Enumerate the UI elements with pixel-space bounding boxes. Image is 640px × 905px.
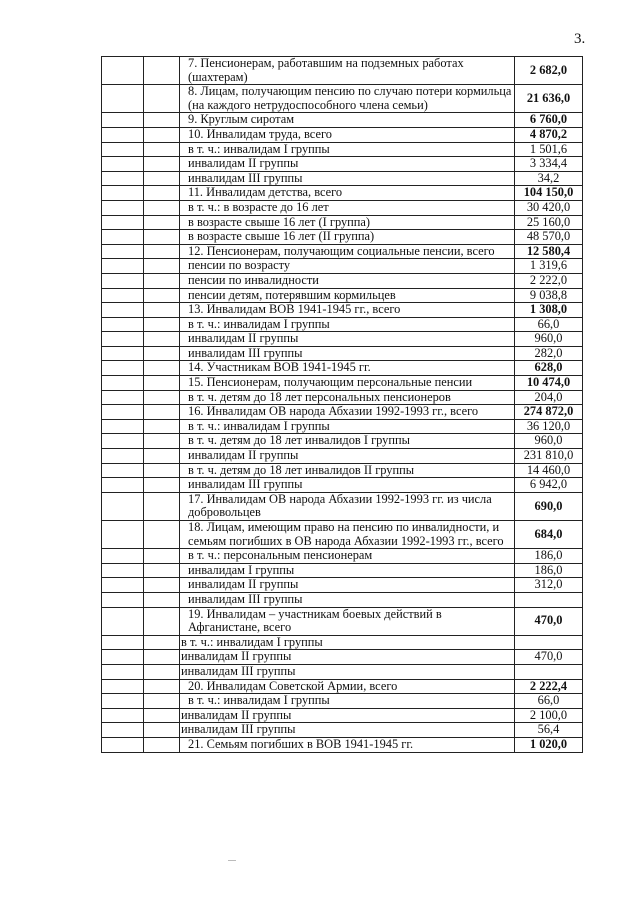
table-row xyxy=(102,273,583,288)
empty-cell xyxy=(102,679,144,694)
row-amount: 48 570,0 xyxy=(515,230,583,245)
empty-cell xyxy=(102,419,144,434)
row-amount: 186,0 xyxy=(515,549,583,564)
table-row xyxy=(102,650,583,665)
row-amount: 30 420,0 xyxy=(515,200,583,215)
row-amount: 684,0 xyxy=(515,521,583,549)
row-amount: 25 160,0 xyxy=(515,215,583,230)
row-amount: 66,0 xyxy=(515,694,583,709)
table-row xyxy=(102,664,583,679)
row-description: 18. Лицам, имеющим право на пенсию по инвалидности, и семьям погибших в ОВ народа Абхазии 1992-1993 гг., всего xyxy=(180,521,515,549)
row-amount xyxy=(515,635,583,650)
row-description: пенсии по инвалидности xyxy=(180,273,515,288)
row-amount: 186,0 xyxy=(515,563,583,578)
table-row xyxy=(102,332,583,347)
table-row xyxy=(102,521,583,549)
empty-cell xyxy=(102,230,144,245)
row-description: в т. ч. детям до 18 лет инвалидов I группы xyxy=(180,434,515,449)
table-row xyxy=(102,549,583,564)
table-row xyxy=(102,708,583,723)
table-row xyxy=(102,186,583,201)
empty-cell xyxy=(144,449,180,464)
row-description: 21. Семьям погибших в ВОВ 1941-1945 гг. xyxy=(180,737,515,752)
row-description: пенсии детям, потерявшим кормильцев xyxy=(180,288,515,303)
row-description: в т. ч. детям до 18 лет инвалидов II группы xyxy=(180,463,515,478)
row-description: 15. Пенсионерам, получающим персональные пенсии xyxy=(180,376,515,391)
table-row xyxy=(102,142,583,157)
empty-cell xyxy=(102,592,144,607)
empty-cell xyxy=(102,449,144,464)
empty-cell xyxy=(144,317,180,332)
empty-cell xyxy=(144,230,180,245)
empty-cell xyxy=(144,492,180,520)
row-description: инвалидам III группы xyxy=(180,664,515,679)
table-row xyxy=(102,737,583,752)
empty-cell xyxy=(102,259,144,274)
table-row xyxy=(102,200,583,215)
empty-cell xyxy=(102,317,144,332)
empty-cell xyxy=(102,215,144,230)
row-description: пенсии по возрасту xyxy=(180,259,515,274)
empty-cell xyxy=(144,171,180,186)
empty-cell xyxy=(144,708,180,723)
empty-cell xyxy=(102,607,144,635)
empty-cell xyxy=(144,478,180,493)
row-amount: 960,0 xyxy=(515,434,583,449)
table-row xyxy=(102,259,583,274)
row-amount: 2 222,0 xyxy=(515,273,583,288)
row-description: 12. Пенсионерам, получающим социальные пенсии, всего xyxy=(180,244,515,259)
table-row xyxy=(102,578,583,593)
empty-cell xyxy=(144,288,180,303)
table-row xyxy=(102,346,583,361)
table-row xyxy=(102,376,583,391)
row-description: в возрасте свыше 16 лет (I группа) xyxy=(180,215,515,230)
row-description: в т. ч.: инвалидам I группы xyxy=(180,635,515,650)
row-amount: 1 319,6 xyxy=(515,259,583,274)
empty-cell xyxy=(144,419,180,434)
empty-cell xyxy=(144,578,180,593)
row-amount xyxy=(515,664,583,679)
empty-cell xyxy=(144,259,180,274)
empty-cell xyxy=(102,288,144,303)
row-description: инвалидам II группы xyxy=(180,650,515,665)
empty-cell xyxy=(102,200,144,215)
table-row xyxy=(102,679,583,694)
row-description: 16. Инвалидам ОВ народа Абхазии 1992-1993 гг., всего xyxy=(180,405,515,420)
table-row xyxy=(102,317,583,332)
row-amount: 2 100,0 xyxy=(515,708,583,723)
empty-cell xyxy=(102,171,144,186)
empty-cell xyxy=(144,390,180,405)
empty-cell xyxy=(144,303,180,318)
empty-cell xyxy=(102,708,144,723)
row-description: инвалидам III группы xyxy=(180,592,515,607)
table-row xyxy=(102,607,583,635)
empty-cell xyxy=(102,244,144,259)
table-row xyxy=(102,85,583,113)
row-amount: 3 334,4 xyxy=(515,157,583,172)
empty-cell xyxy=(102,563,144,578)
empty-cell xyxy=(102,142,144,157)
empty-cell xyxy=(102,463,144,478)
table-row xyxy=(102,390,583,405)
empty-cell xyxy=(144,694,180,709)
row-description: в т. ч.: инвалидам I группы xyxy=(180,317,515,332)
empty-cell xyxy=(102,405,144,420)
row-description: 14. Участникам ВОВ 1941-1945 гг. xyxy=(180,361,515,376)
empty-cell xyxy=(144,244,180,259)
row-description: инвалидам III группы xyxy=(180,478,515,493)
empty-cell xyxy=(144,346,180,361)
empty-cell xyxy=(144,405,180,420)
empty-cell xyxy=(102,650,144,665)
row-amount: 14 460,0 xyxy=(515,463,583,478)
table-row xyxy=(102,405,583,420)
row-description: 13. Инвалидам ВОВ 1941-1945 гг., всего xyxy=(180,303,515,318)
empty-cell xyxy=(102,737,144,752)
table-row xyxy=(102,419,583,434)
empty-cell xyxy=(102,694,144,709)
row-amount: 6 760,0 xyxy=(515,113,583,128)
empty-cell xyxy=(144,376,180,391)
row-amount: 628,0 xyxy=(515,361,583,376)
table-row xyxy=(102,244,583,259)
empty-cell xyxy=(144,186,180,201)
empty-cell xyxy=(102,434,144,449)
row-amount: 204,0 xyxy=(515,390,583,405)
row-description: 11. Инвалидам детства, всего xyxy=(180,186,515,201)
empty-cell xyxy=(144,332,180,347)
row-description: инвалидам II группы xyxy=(180,157,515,172)
empty-cell xyxy=(144,563,180,578)
empty-cell xyxy=(144,723,180,738)
table-row xyxy=(102,478,583,493)
empty-cell xyxy=(102,113,144,128)
row-amount: 231 810,0 xyxy=(515,449,583,464)
empty-cell xyxy=(102,303,144,318)
row-description: в т. ч.: инвалидам I группы xyxy=(180,694,515,709)
empty-cell xyxy=(144,157,180,172)
empty-cell xyxy=(144,737,180,752)
page-number: 3. xyxy=(574,31,586,47)
empty-cell xyxy=(144,607,180,635)
row-description: инвалидам II группы xyxy=(180,578,515,593)
row-description: в т. ч.: инвалидам I группы xyxy=(180,142,515,157)
row-description: инвалидам III группы xyxy=(180,723,515,738)
empty-cell xyxy=(102,521,144,549)
row-description: 10. Инвалидам труда, всего xyxy=(180,127,515,142)
empty-cell xyxy=(102,390,144,405)
empty-cell xyxy=(144,142,180,157)
table-row xyxy=(102,434,583,449)
row-description: 7. Пенсионерам, работавшим на подземных работах (шахтерам) xyxy=(180,57,515,85)
row-description: инвалидам I группы xyxy=(180,563,515,578)
row-amount: 274 872,0 xyxy=(515,405,583,420)
empty-cell xyxy=(144,127,180,142)
table-row xyxy=(102,157,583,172)
scan-mark xyxy=(228,860,236,861)
row-description: в возрасте свыше 16 лет (II группа) xyxy=(180,230,515,245)
row-amount: 36 120,0 xyxy=(515,419,583,434)
empty-cell xyxy=(144,273,180,288)
row-description: 20. Инвалидам Советской Армии, всего xyxy=(180,679,515,694)
empty-cell xyxy=(102,549,144,564)
row-amount xyxy=(515,592,583,607)
row-description: в т. ч.: инвалидам I группы xyxy=(180,419,515,434)
row-amount: 470,0 xyxy=(515,650,583,665)
row-amount: 21 636,0 xyxy=(515,85,583,113)
row-amount: 104 150,0 xyxy=(515,186,583,201)
empty-cell xyxy=(102,57,144,85)
empty-cell xyxy=(144,635,180,650)
row-amount: 312,0 xyxy=(515,578,583,593)
empty-cell xyxy=(102,157,144,172)
row-amount: 470,0 xyxy=(515,607,583,635)
empty-cell xyxy=(144,521,180,549)
table-row xyxy=(102,230,583,245)
table-body xyxy=(102,57,583,753)
empty-cell xyxy=(102,332,144,347)
empty-cell xyxy=(102,664,144,679)
row-amount: 282,0 xyxy=(515,346,583,361)
table-row xyxy=(102,215,583,230)
empty-cell xyxy=(144,57,180,85)
empty-cell xyxy=(102,478,144,493)
row-description: 8. Лицам, получающим пенсию по случаю потери кормильца (на каждого нетрудоспособного члена семьи) xyxy=(180,85,515,113)
empty-cell xyxy=(102,635,144,650)
table-row xyxy=(102,449,583,464)
table-row xyxy=(102,113,583,128)
table-row xyxy=(102,563,583,578)
row-amount: 4 870,2 xyxy=(515,127,583,142)
row-amount: 12 580,4 xyxy=(515,244,583,259)
row-amount: 2 222,4 xyxy=(515,679,583,694)
row-amount: 56,4 xyxy=(515,723,583,738)
pension-table xyxy=(101,56,583,753)
table-row xyxy=(102,171,583,186)
empty-cell xyxy=(102,346,144,361)
row-description: инвалидам II группы xyxy=(180,708,515,723)
empty-cell xyxy=(102,578,144,593)
empty-cell xyxy=(144,85,180,113)
row-amount: 34,2 xyxy=(515,171,583,186)
table-row xyxy=(102,303,583,318)
empty-cell xyxy=(102,723,144,738)
empty-cell xyxy=(144,113,180,128)
row-amount: 1 020,0 xyxy=(515,737,583,752)
row-description: инвалидам III группы xyxy=(180,346,515,361)
empty-cell xyxy=(144,664,180,679)
empty-cell xyxy=(144,463,180,478)
row-description: 9. Круглым сиротам xyxy=(180,113,515,128)
row-description: в т. ч. детям до 18 лет персональных пенсионеров xyxy=(180,390,515,405)
empty-cell xyxy=(144,549,180,564)
row-amount: 6 942,0 xyxy=(515,478,583,493)
row-amount: 66,0 xyxy=(515,317,583,332)
row-amount: 9 038,8 xyxy=(515,288,583,303)
empty-cell xyxy=(144,434,180,449)
empty-cell xyxy=(144,215,180,230)
empty-cell xyxy=(102,273,144,288)
empty-cell xyxy=(144,361,180,376)
empty-cell xyxy=(102,186,144,201)
row-amount: 960,0 xyxy=(515,332,583,347)
row-description: 19. Инвалидам – участникам боевых действий в Афганистане, всего xyxy=(180,607,515,635)
empty-cell xyxy=(144,679,180,694)
table-row xyxy=(102,127,583,142)
table-row xyxy=(102,723,583,738)
row-description: инвалидам II группы xyxy=(180,332,515,347)
empty-cell xyxy=(144,200,180,215)
table-row xyxy=(102,288,583,303)
row-description: в т. ч.: в возрасте до 16 лет xyxy=(180,200,515,215)
row-amount: 1 501,6 xyxy=(515,142,583,157)
row-amount: 2 682,0 xyxy=(515,57,583,85)
table-row xyxy=(102,635,583,650)
table-row xyxy=(102,361,583,376)
row-amount: 10 474,0 xyxy=(515,376,583,391)
table-row xyxy=(102,694,583,709)
row-description: инвалидам III группы xyxy=(180,171,515,186)
row-description: инвалидам II группы xyxy=(180,449,515,464)
table-row xyxy=(102,592,583,607)
table-row xyxy=(102,57,583,85)
empty-cell xyxy=(102,361,144,376)
empty-cell xyxy=(102,85,144,113)
table-row xyxy=(102,492,583,520)
row-description: в т. ч.: персональным пенсионерам xyxy=(180,549,515,564)
empty-cell xyxy=(144,592,180,607)
row-amount: 1 308,0 xyxy=(515,303,583,318)
empty-cell xyxy=(102,492,144,520)
empty-cell xyxy=(102,376,144,391)
empty-cell xyxy=(144,650,180,665)
empty-cell xyxy=(102,127,144,142)
row-amount: 690,0 xyxy=(515,492,583,520)
row-description: 17. Инвалидам ОВ народа Абхазии 1992-1993 гг. из числа добровольцев xyxy=(180,492,515,520)
table-row xyxy=(102,463,583,478)
